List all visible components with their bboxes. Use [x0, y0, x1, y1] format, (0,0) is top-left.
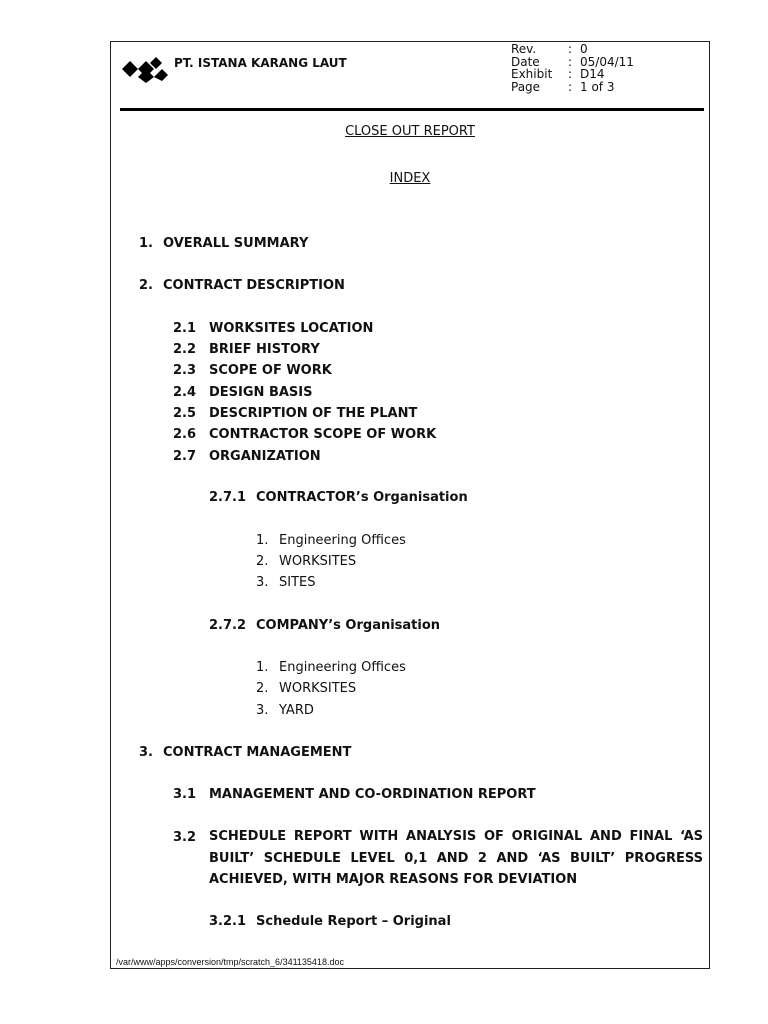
- toc-number: 3.: [256, 575, 269, 590]
- toc-text-3-2: SCHEDULE REPORT WITH ANALYSIS OF ORIGINAL AND FINAL ‘AS BUILT’ SCHEDULE LEVEL 0,1 AND 2 AND ‘AS BUILT’ PROGRESS ACHIEVED, WITH MAJOR REASONS FOR DEVIATION: [209, 829, 703, 887]
- toc-text: CONTRACTOR’s Organisation: [256, 490, 468, 505]
- toc-item-2-1: [173, 321, 373, 336]
- toc-item-3: [139, 745, 351, 760]
- toc-text: SCOPE OF WORK: [209, 363, 332, 378]
- toc-text: WORKSITES: [279, 554, 357, 569]
- toc-text: Engineering Offices: [279, 533, 406, 548]
- toc-text: MANAGEMENT AND CO-ORDINATION REPORT: [209, 787, 536, 802]
- toc-number-3-2: 3.2: [173, 830, 197, 845]
- toc-item-1: [139, 236, 308, 251]
- toc-number: 3.: [256, 703, 269, 718]
- meta-row-page: [511, 81, 634, 94]
- toc-number: 2.4: [173, 385, 197, 400]
- toc-subitem: [256, 660, 406, 675]
- toc-text: DESCRIPTION OF THE PLANT: [209, 406, 418, 421]
- meta-value: 1 of 3: [580, 79, 615, 94]
- meta-value: 0: [580, 42, 588, 56]
- toc-number: 1.: [139, 236, 153, 251]
- toc-text: DESIGN BASIS: [209, 385, 313, 400]
- meta-colon: :: [568, 54, 573, 69]
- index-heading: INDEX: [389, 171, 431, 186]
- toc-number: 2.: [256, 554, 269, 569]
- toc-number: 2.: [139, 278, 153, 293]
- toc-text: Schedule Report – Original: [256, 914, 451, 929]
- toc-text: Engineering Offices: [279, 660, 406, 675]
- toc-text: CONTRACT MANAGEMENT: [163, 745, 352, 760]
- toc-number: 2.5: [173, 406, 197, 421]
- toc-number: 2.7: [173, 449, 197, 464]
- file-path-footer: /var/www/apps/conversion/tmp/scratch_6/341135418.doc: [116, 957, 344, 967]
- toc-number: 3.2.1: [209, 914, 247, 929]
- toc-text: COMPANY’s Organisation: [256, 618, 441, 633]
- toc-item-3-1: [173, 787, 536, 802]
- toc-item-2-2: [173, 342, 320, 357]
- meta-row-exhibit: [511, 68, 634, 81]
- meta-label: Page: [511, 79, 541, 94]
- header-rule: [120, 108, 704, 111]
- toc-text: ORGANIZATION: [209, 449, 321, 464]
- company-logo: [120, 55, 170, 85]
- report-title: CLOSE OUT REPORT: [345, 124, 475, 139]
- toc-text: YARD: [279, 703, 314, 718]
- meta-value: 05/04/11: [580, 54, 634, 69]
- meta-row-rev: [511, 43, 634, 56]
- toc-text: WORKSITES: [279, 681, 357, 696]
- meta-colon: :: [568, 67, 573, 81]
- toc-subitem: [256, 554, 356, 569]
- meta-label: Exhibit: [511, 67, 553, 81]
- meta-value: D14: [580, 67, 605, 81]
- toc-subitem: [256, 575, 316, 590]
- document-meta: [511, 43, 634, 93]
- toc-number: 2.3: [173, 363, 197, 378]
- toc-number: 2.1: [173, 321, 197, 336]
- toc-text: CONTRACTOR SCOPE OF WORK: [209, 427, 437, 442]
- toc-item-2-6: [173, 427, 436, 442]
- meta-colon: :: [568, 79, 573, 94]
- toc-number: 2.: [256, 681, 269, 696]
- toc-item-2: [139, 278, 345, 293]
- company-name: PT. ISTANA KARANG LAUT: [174, 56, 347, 70]
- toc-subitem: [256, 703, 314, 718]
- toc-number: 2.2: [173, 342, 197, 357]
- toc-number: 1.: [256, 660, 269, 675]
- toc-text: WORKSITES LOCATION: [209, 321, 374, 336]
- toc-item-2-5: [173, 406, 417, 421]
- toc-text: SITES: [279, 575, 316, 590]
- toc-number: 2.6: [173, 427, 197, 442]
- toc-text: BRIEF HISTORY: [209, 342, 320, 357]
- toc-number: 2.7.1: [209, 490, 247, 505]
- meta-colon: :: [568, 42, 573, 56]
- toc-number: 3.: [139, 745, 153, 760]
- toc-item-2-7: [173, 449, 321, 464]
- toc-item-2-3: [173, 363, 332, 378]
- toc-number: 3.1: [173, 787, 197, 802]
- toc-text: CONTRACT DESCRIPTION: [163, 278, 345, 293]
- toc-subitem: [256, 533, 406, 548]
- toc-number: 1.: [256, 533, 269, 548]
- meta-label: Rev.: [511, 42, 537, 56]
- toc-item-2-7-1: [209, 490, 468, 505]
- toc-item-3-2-1: [209, 914, 451, 929]
- toc-number: 2.7.2: [209, 618, 247, 633]
- toc-item-2-4: [173, 385, 312, 400]
- toc-subitem: [256, 681, 356, 696]
- meta-label: Date: [511, 54, 540, 69]
- toc-item-2-7-2: [209, 618, 440, 633]
- toc-text: OVERALL SUMMARY: [163, 236, 309, 251]
